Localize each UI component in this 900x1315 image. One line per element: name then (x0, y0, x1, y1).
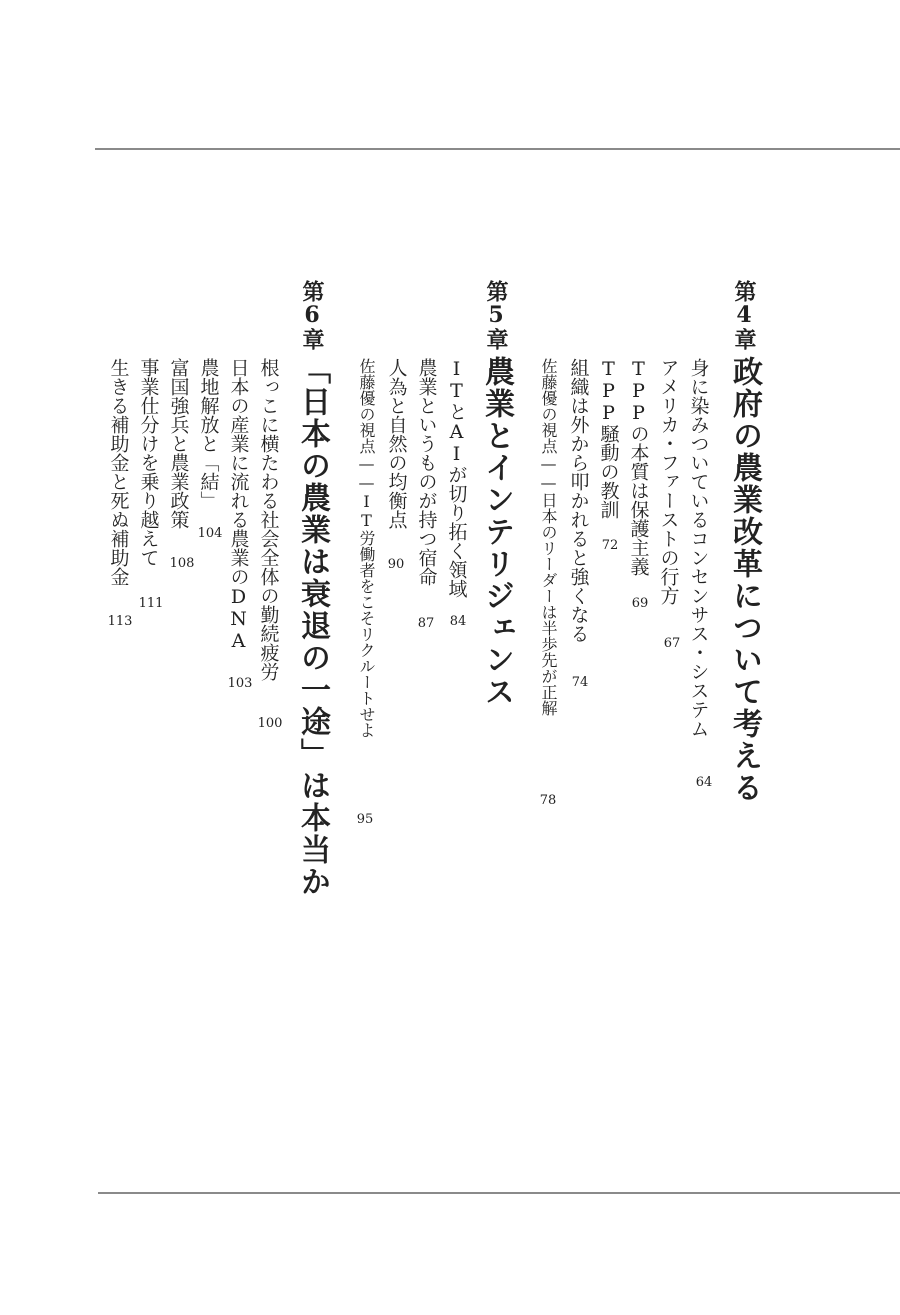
toc-page-number: 67 (663, 636, 681, 651)
toc-page-number: 100 (257, 716, 283, 731)
toc-entry-sato-viewpoint[interactable]: 佐藤優の視点——IT労働者をこそリクルートせよ (357, 358, 376, 738)
toc-page-number: 104 (197, 526, 223, 541)
toc-page-number: 95 (356, 812, 374, 827)
toc-page-number: 69 (631, 596, 649, 611)
toc-entry-sato-viewpoint[interactable]: 佐藤優の視点——日本のリーダーは半歩先が正解 (539, 358, 558, 716)
toc-entry[interactable]: 生きる補助金と死ぬ補助金 (107, 358, 130, 586)
toc-entry[interactable]: TPP騒動の教訓 (597, 358, 620, 519)
chapter-5-label: 第5章 (483, 280, 509, 350)
toc-page-number: 113 (107, 614, 133, 629)
toc-entry[interactable]: 身に染みついているコンセンサス・システム (687, 358, 710, 738)
toc-entry[interactable]: アメリカ・ファーストの行方 (657, 358, 680, 605)
chapter-6-label: 第6章 (299, 280, 325, 350)
bottom-rule (98, 1192, 900, 1194)
toc-entry[interactable]: 根っこに横たわる社会全体の勤続疲労 (257, 358, 280, 681)
toc-entry[interactable]: ITとAIが切り拓く領域 (445, 358, 468, 598)
toc-entry[interactable]: 事業仕分けを乗り越えて (137, 358, 160, 567)
toc-page-number: 78 (539, 793, 557, 808)
chapter-4-title: 政府の農業改革について考える (727, 356, 762, 804)
chapter-4-label: 第4章 (731, 280, 757, 350)
toc-page-number: 72 (601, 538, 619, 553)
toc-page-number: 87 (417, 616, 435, 631)
toc-entry[interactable]: 人為と自然の均衡点 (385, 358, 408, 529)
chapter-5-title: 農業とインテリジェンス (479, 356, 514, 708)
top-rule (95, 148, 900, 150)
toc-entry[interactable]: 組織は外から叩かれると強くなる (567, 358, 590, 643)
toc-entry[interactable]: 農地解放と「結」 (197, 358, 220, 510)
toc-page-number: 64 (695, 775, 713, 790)
toc-page-number: 108 (169, 556, 195, 571)
toc-entry[interactable]: TPPの本質は保護主義 (627, 358, 650, 576)
toc-page-number: 103 (227, 676, 253, 691)
toc-page-number: 74 (571, 675, 589, 690)
chapter-6-title: 「日本の農業は衰退の一途」は本当か (295, 354, 330, 898)
toc-page-number: 90 (387, 557, 405, 572)
toc-entry[interactable]: 富国強兵と農業政策 (167, 358, 190, 529)
toc-entry[interactable]: 日本の産業に流れる農業のDNA (227, 358, 250, 652)
toc-entry[interactable]: 農業というものが持つ宿命 (415, 358, 438, 586)
toc-page-number: 84 (449, 614, 467, 629)
toc-page-number: 111 (138, 596, 164, 611)
